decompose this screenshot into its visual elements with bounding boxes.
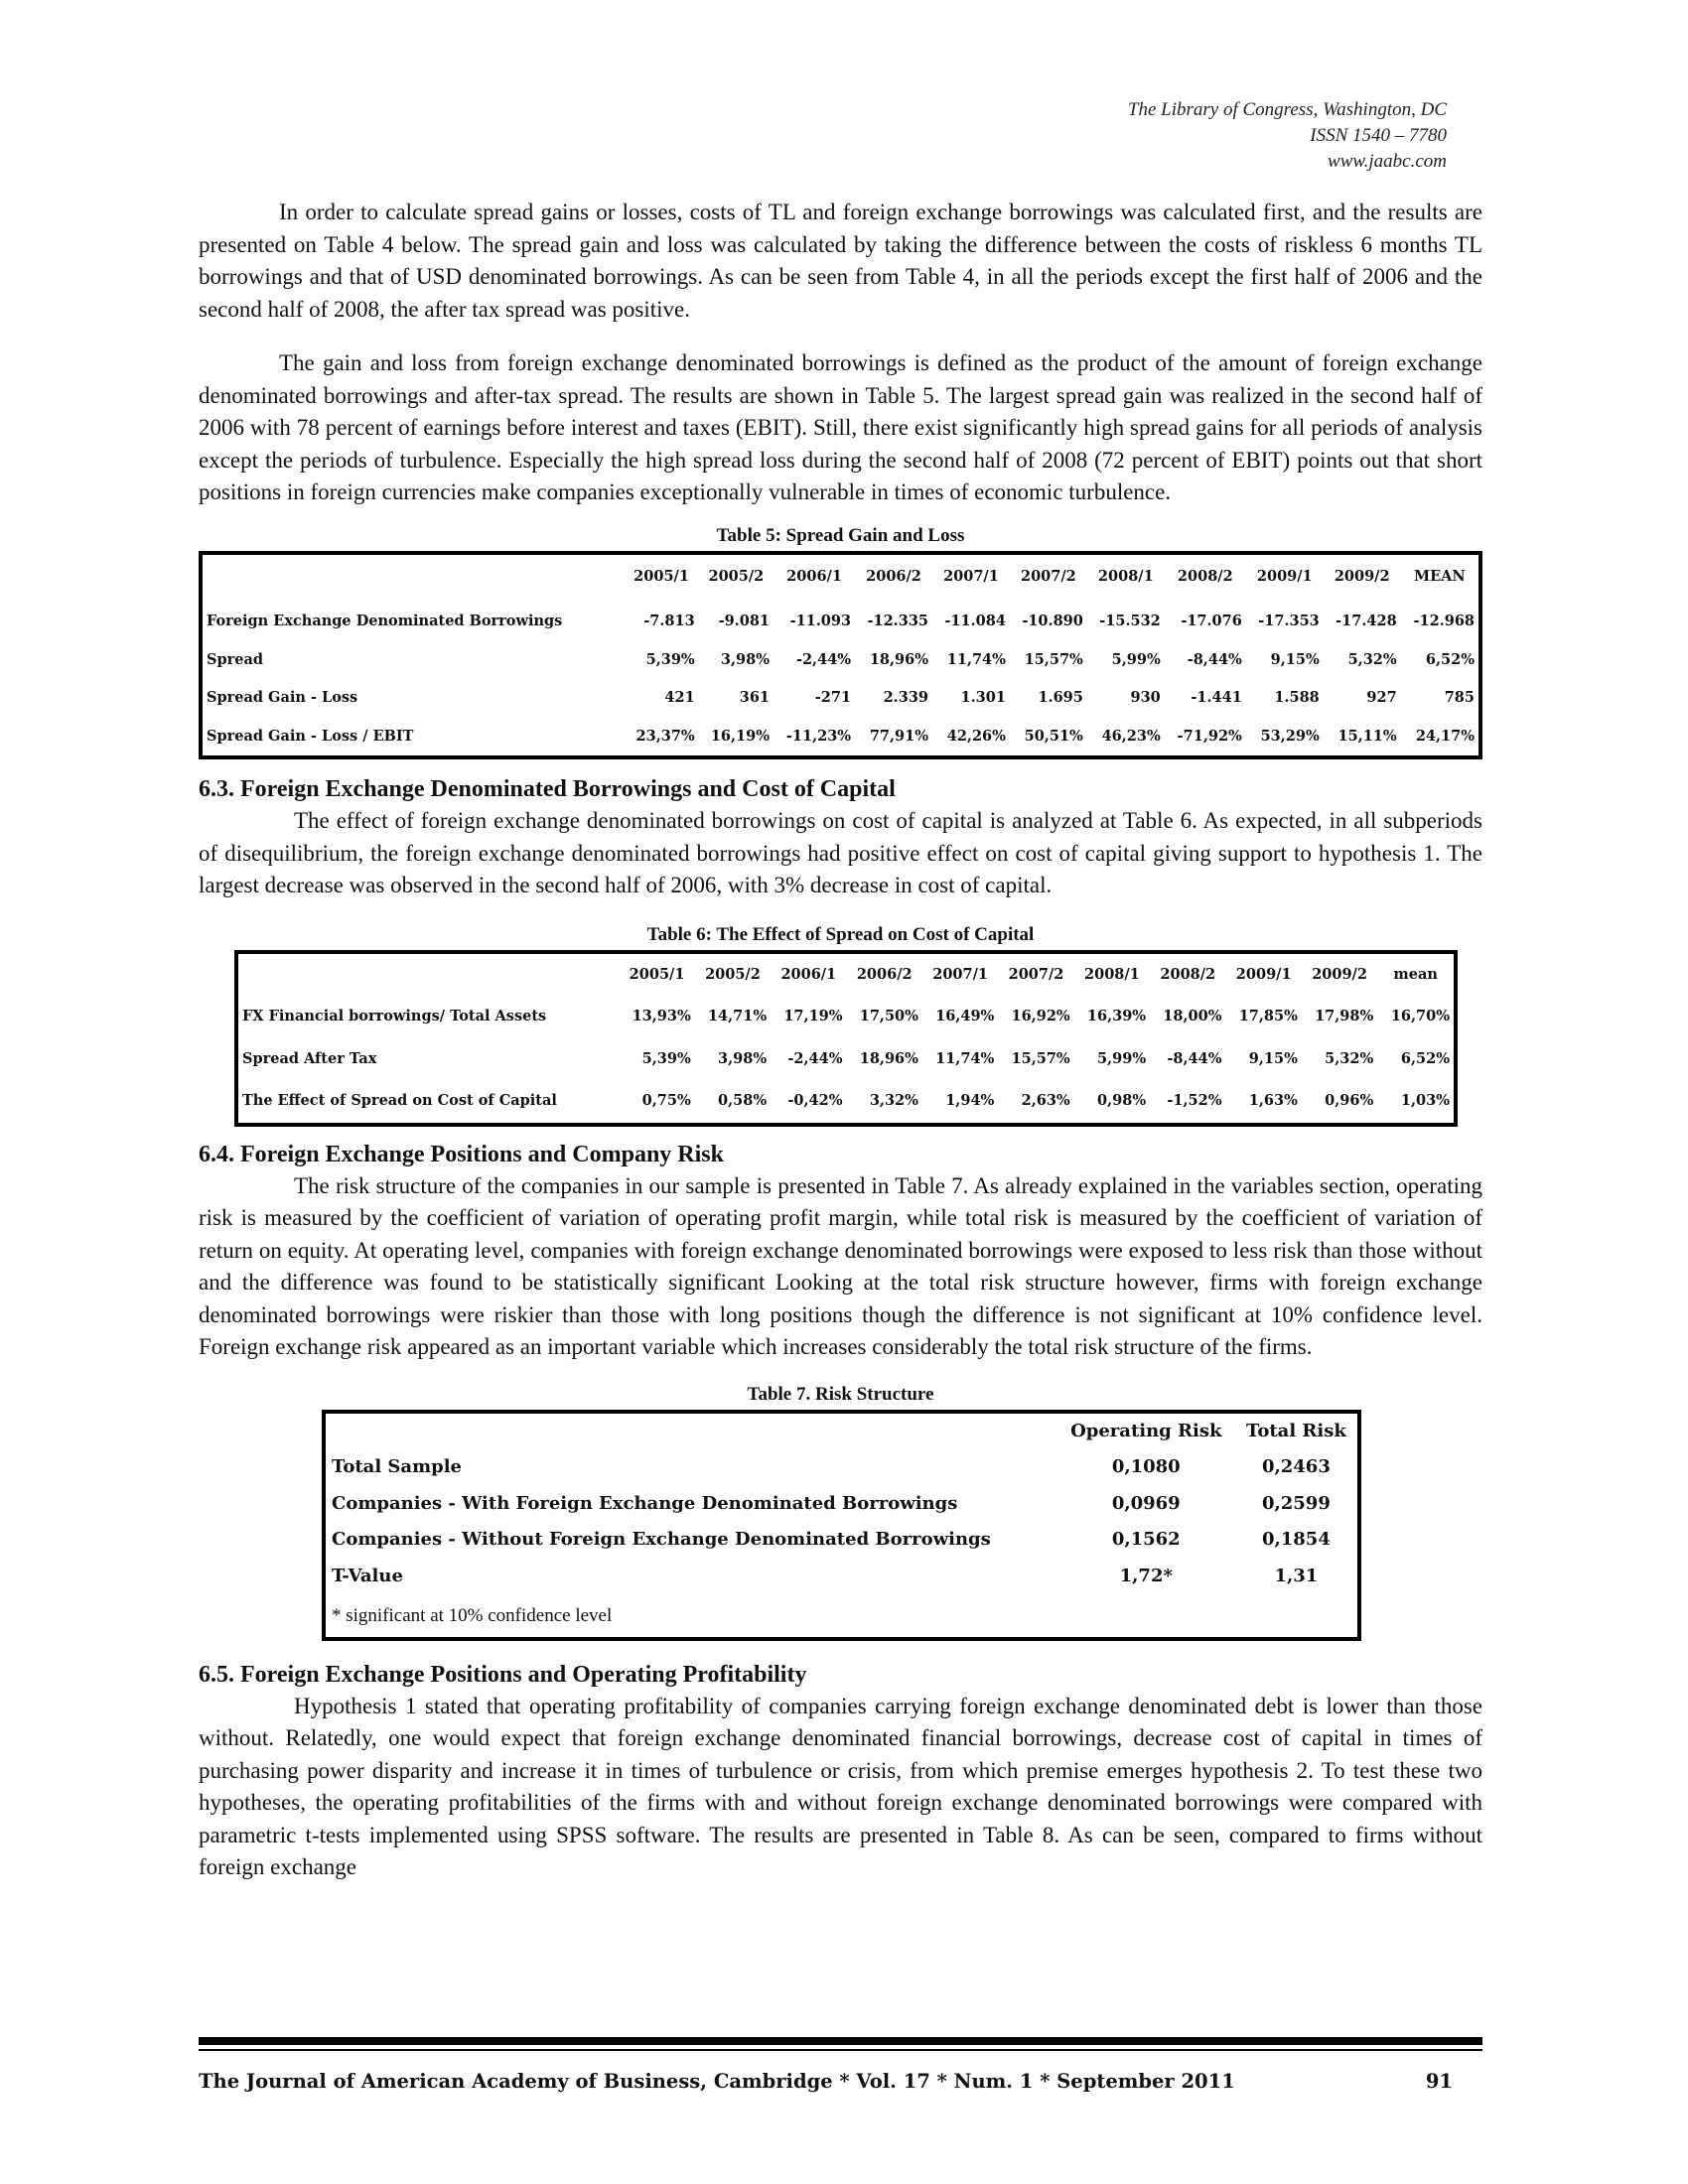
table6-column-header: 2008/1	[1084, 965, 1140, 983]
table5-cell: 5,32%	[1347, 650, 1397, 668]
table5-cell: -71,92%	[1177, 727, 1242, 745]
table6-cell: 5,99%	[1097, 1049, 1147, 1067]
table7-note-row	[324, 1594, 1359, 1639]
table5-column-header: 2008/2	[1177, 567, 1233, 585]
table6-cell: 3,98%	[718, 1049, 768, 1067]
table5-cell: -17.353	[1258, 613, 1320, 629]
table5-cell: -9.081	[718, 613, 771, 629]
table5-cell: 6,52%	[1425, 650, 1475, 668]
table5-column-header: 2006/2	[866, 567, 921, 585]
table6-cell: -1,52%	[1167, 1092, 1222, 1109]
table6-cell: 11,74%	[935, 1049, 995, 1067]
table6-row	[236, 1080, 1456, 1125]
table6-cell: 17,98%	[1315, 1008, 1374, 1024]
section-heading-6-4: 6.4. Foreign Exchange Positions and Company Risk	[199, 1141, 724, 1167]
table6-column-header: 2009/1	[1235, 965, 1292, 983]
table5-cell: 77,91%	[869, 727, 928, 745]
table6-header-row	[236, 952, 1456, 997]
table6-cell: 1,63%	[1248, 1092, 1298, 1109]
table5-cell: 18,96%	[869, 650, 928, 668]
table5-row-label: Spread	[207, 650, 264, 668]
table6-cell: 0,96%	[1325, 1092, 1374, 1109]
paragraph-cost-of-capital: The effect of foreign exchange denominated borrowings on cost of capital is analyzed at Table 6. As expected, in all subperiods of disequilibrium, the foreign exchange denominated borrowings had positive effect on cost of capital giving support to hypothesis 1. The largest decrease was observed in the second half of 2006, with 3% decrease in cost of capital.	[199, 808, 1482, 897]
table5-cell: -1.441	[1191, 689, 1242, 706]
table5-cell: -271	[814, 689, 852, 706]
table6-cell: 0,58%	[718, 1092, 768, 1109]
table6-cell: 5,39%	[641, 1049, 691, 1067]
table6-cell: 16,39%	[1086, 1008, 1147, 1024]
table6-cell: 2,63%	[1021, 1092, 1070, 1109]
table7-cell: 0,1854	[1261, 1529, 1331, 1550]
table6-cell: 16,70%	[1390, 1008, 1450, 1024]
table5-column-header: 2007/1	[943, 567, 999, 585]
table6-column-header: 2005/2	[705, 965, 761, 983]
table5-cell: 50,51%	[1024, 727, 1083, 745]
table6-cell: -8,44%	[1167, 1049, 1222, 1067]
table6-corner-cell	[236, 952, 619, 997]
table5-cell: 5,99%	[1111, 650, 1161, 668]
table7-row-label: T-Value	[332, 1565, 403, 1586]
table5-cell: 1.301	[960, 689, 1006, 706]
table5-cell: 46,23%	[1101, 727, 1161, 745]
table7-row	[324, 1486, 1359, 1523]
table5	[199, 551, 1482, 760]
table6-cell: 3,32%	[869, 1092, 918, 1109]
table6-column-header: 2005/1	[629, 965, 685, 983]
table5-cell: 53,29%	[1260, 727, 1320, 745]
table6-column-header: 2006/2	[856, 965, 913, 983]
table5-cell: -17.428	[1336, 613, 1397, 629]
table5-cell: 24,17%	[1415, 727, 1475, 745]
table7-row	[324, 1449, 1359, 1486]
table7-cell: 0,1562	[1111, 1529, 1181, 1550]
table7-header-row	[324, 1412, 1359, 1450]
table5-cell: -11.093	[789, 613, 852, 629]
table7-row-label: Total Sample	[332, 1456, 463, 1477]
table7-cell: 0,1080	[1111, 1456, 1181, 1477]
table6-cell: 16,92%	[1011, 1008, 1070, 1024]
table5-row	[201, 679, 1480, 718]
table5-cell: 5,39%	[645, 650, 695, 668]
table6-cell: 17,19%	[783, 1008, 843, 1024]
table5-column-header: 2007/2	[1021, 567, 1076, 585]
table6-cell: 14,71%	[707, 1008, 768, 1024]
table7	[322, 1410, 1361, 1641]
table5-column-header: MEAN	[1414, 567, 1466, 585]
header-line-1: The Library of Congress, Washington, DC	[1127, 99, 1447, 120]
paragraph-gain-loss: The gain and loss from foreign exchange denominated borrowings is defined as the product of the amount of foreign exchange denominated borrowings and after-tax spread. The results are shown in Table 5. The largest spread gain was realized in the second half of 2006 with 78 percent of earnings before interest and taxes (EBIT). Still, there exist significantly high spread gains for all periods of analysis except the periods of turbulence. Especially the high spread loss during the second half of 2008 (72 percent of EBIT) points out that short positions in foreign currencies make companies exceptionally vulnerable in times of economic turbulence.	[199, 350, 1482, 504]
table6-row-label: The Effect of Spread on Cost of Capital	[242, 1092, 557, 1109]
table5-cell: 42,26%	[946, 727, 1006, 745]
table5-cell: 361	[739, 689, 771, 706]
table5-header-row	[201, 553, 1480, 604]
table7-row-label: Companies - With Foreign Exchange Denominated Borrowings	[332, 1492, 958, 1514]
table6-cell: 18,96%	[859, 1049, 918, 1067]
table5-cell: 927	[1366, 689, 1397, 706]
table6-cell: 18,00%	[1163, 1008, 1222, 1024]
table5-row	[201, 641, 1480, 680]
table5-cell: -7.813	[643, 613, 695, 629]
body-content	[199, 197, 1482, 1884]
table5-cell: 15,57%	[1024, 650, 1083, 668]
table5-cell: -10.890	[1022, 613, 1083, 629]
table6-column-header: mean	[1393, 965, 1438, 983]
table6-cell: 13,93%	[632, 1008, 691, 1024]
table7-cell: 0,0969	[1111, 1492, 1181, 1514]
table5-cell: -8,44%	[1187, 650, 1242, 668]
table7-row-label: Companies - Without Foreign Exchange Denominated Borrowings	[332, 1529, 991, 1550]
header-line-3: www.jaabc.com	[1328, 151, 1447, 172]
table5-cell: 2.339	[883, 689, 928, 706]
table6-row	[236, 996, 1456, 1038]
table7-column-header: Operating Risk	[1070, 1420, 1222, 1441]
table7-column-header: Total Risk	[1246, 1420, 1346, 1441]
table5-row-label: Spread Gain - Loss	[207, 689, 358, 706]
table5-row-label: Spread Gain - Loss / EBIT	[207, 727, 414, 745]
table7-cell: 0,2599	[1261, 1492, 1331, 1514]
header-line-2: ISSN 1540 – 7780	[1310, 125, 1447, 146]
table7-footnote: * significant at 10% confidence level	[332, 1605, 613, 1626]
table6-column-header: 2009/2	[1312, 965, 1367, 983]
table6-column-header: 2006/1	[780, 965, 837, 983]
table7-cell: 1,31	[1274, 1565, 1319, 1586]
table5-cell: 421	[664, 689, 695, 706]
table6-cell: 16,49%	[935, 1008, 995, 1024]
running-header	[1128, 97, 1447, 175]
table6-row-label: FX Financial borrowings/ Total Assets	[242, 1008, 547, 1024]
footer-rule-thin	[199, 2049, 1482, 2051]
table5-cell: 11,74%	[946, 650, 1006, 668]
table6-caption: Table 6: The Effect of Spread on Cost of Capital	[646, 923, 1035, 945]
table5-column-header: 2009/1	[1256, 567, 1313, 585]
page-number: 91	[1425, 2070, 1453, 2093]
table7-caption: Table 7. Risk Structure	[747, 1383, 934, 1405]
table5-cell: -11,23%	[785, 727, 852, 745]
table5-cell: 16,19%	[710, 727, 771, 745]
table6	[234, 950, 1458, 1127]
table5-cell: 1.695	[1038, 689, 1083, 706]
paragraph-operating-profitability: Hypothesis 1 stated that operating profitability of companies carrying foreign exchange denominated debt is lower than those without. Relatedly, one would expect that foreign exchange denominated financial borrowings, decrease cost of capital in times of purchasing power disparity and increase it in times of turbulence or crisis, from which premise emerges hypothesis 2. To test these two hypotheses, the operating profitabilities of the firms with and without foreign exchange denominated borrowings were compared with parametric t-tests implemented using SPSS software. The results are presented in Table 8. As can be seen, compared to firms without foreign exchange	[199, 1693, 1482, 1879]
table6-cell: 17,50%	[859, 1008, 918, 1024]
table6-row-label: Spread After Tax	[242, 1049, 377, 1067]
table6-row	[236, 1038, 1456, 1081]
table6-column-header: 2007/2	[1008, 965, 1064, 983]
table5-cell: 785	[1444, 689, 1475, 706]
table5-column-header: 2005/1	[633, 567, 689, 585]
paragraph-risk-structure: The risk structure of the companies in our sample is presented in Table 7. As already explained in the variables section, operating risk is measured by the coefficient of variation of operating profit margin, while total risk is measured by the coefficient of variation of return on equity. At operating level, companies with foreign exchange denominated borrowings were exposed to less risk than those without and the difference was found to be statistically significant Looking at the total risk structure however, firms with foreign exchange denominated borrowings were riskier than those with long positions though the difference is not significant at 10% confidence level. Foreign exchange risk appeared as an important variable which increases considerably the total risk structure of the firms.	[199, 1172, 1482, 1359]
table5-cell: -15.532	[1099, 613, 1161, 629]
section-heading-6-5: 6.5. Foreign Exchange Positions and Operating Profitability	[199, 1661, 807, 1688]
table5-cell: -12.335	[867, 613, 928, 629]
table7-cell: 0,2463	[1261, 1456, 1331, 1477]
table5-row	[201, 603, 1480, 641]
table5-column-header: 2005/2	[708, 567, 765, 585]
table5-cell: 9,15%	[1270, 650, 1320, 668]
table5-cell: -17.076	[1181, 613, 1242, 629]
paragraph-spread-calculation: In order to calculate spread gains or losses, costs of TL and foreign exchange borrowings was calculated first, and the results are presented on Table 4 below. The spread gain and loss was calculated by taking the difference between the costs of riskless 6 months TL borrowings and that of USD denominated borrowings. As can be seen from Table 4, in all the periods except the first half of 2006 and the second half of 2008, the after tax spread was positive.	[199, 200, 1482, 322]
table5-cell: 1.588	[1274, 689, 1320, 706]
table5-cell: 15,11%	[1337, 727, 1397, 745]
table6-column-header: 2007/1	[932, 965, 988, 983]
table7-row	[324, 1559, 1359, 1595]
table5-column-header: 2006/1	[786, 567, 842, 585]
table7-corner-cell	[324, 1412, 1057, 1450]
table6-cell: 5,32%	[1325, 1049, 1374, 1067]
footer-journal-citation: The Journal of American Academy of Business, Cambridge * Vol. 17 * Num. 1 * September 2011	[199, 2070, 1235, 2093]
table6-cell: 0,98%	[1097, 1092, 1147, 1109]
table5-column-header: 2009/2	[1334, 567, 1390, 585]
table5-cell: 23,37%	[635, 727, 695, 745]
table7-cell: 1,72*	[1119, 1565, 1173, 1586]
table5-caption: Table 5: Spread Gain and Loss	[716, 524, 965, 546]
table6-cell: 9,15%	[1248, 1049, 1298, 1067]
table6-cell: 1,03%	[1400, 1092, 1450, 1109]
table5-column-header: 2008/1	[1097, 567, 1154, 585]
table5-cell: -12.968	[1413, 613, 1475, 629]
table5-row-label: Foreign Exchange Denominated Borrowings	[207, 613, 563, 629]
table6-cell: 6,52%	[1400, 1049, 1450, 1067]
table6-cell: 15,57%	[1011, 1049, 1070, 1067]
footer-rule-thick	[199, 2037, 1482, 2045]
table5-corner-cell	[201, 553, 624, 604]
table6-cell: 17,85%	[1238, 1008, 1298, 1024]
table5-cell: -11.084	[944, 613, 1006, 629]
table5-cell: 3,98%	[720, 650, 771, 668]
table7-row	[324, 1522, 1359, 1559]
section-heading-6-3: 6.3. Foreign Exchange Denominated Borrowings and Cost of Capital	[199, 776, 896, 802]
table5-row	[201, 718, 1480, 758]
table5-cell: -2,44%	[795, 650, 852, 668]
table6-cell: 1,94%	[945, 1092, 995, 1109]
table6-column-header: 2008/2	[1160, 965, 1216, 983]
table6-cell: -0,42%	[787, 1092, 843, 1109]
table5-cell: 930	[1130, 689, 1161, 706]
table6-cell: 0,75%	[641, 1092, 691, 1109]
table6-cell: -2,44%	[787, 1049, 843, 1067]
